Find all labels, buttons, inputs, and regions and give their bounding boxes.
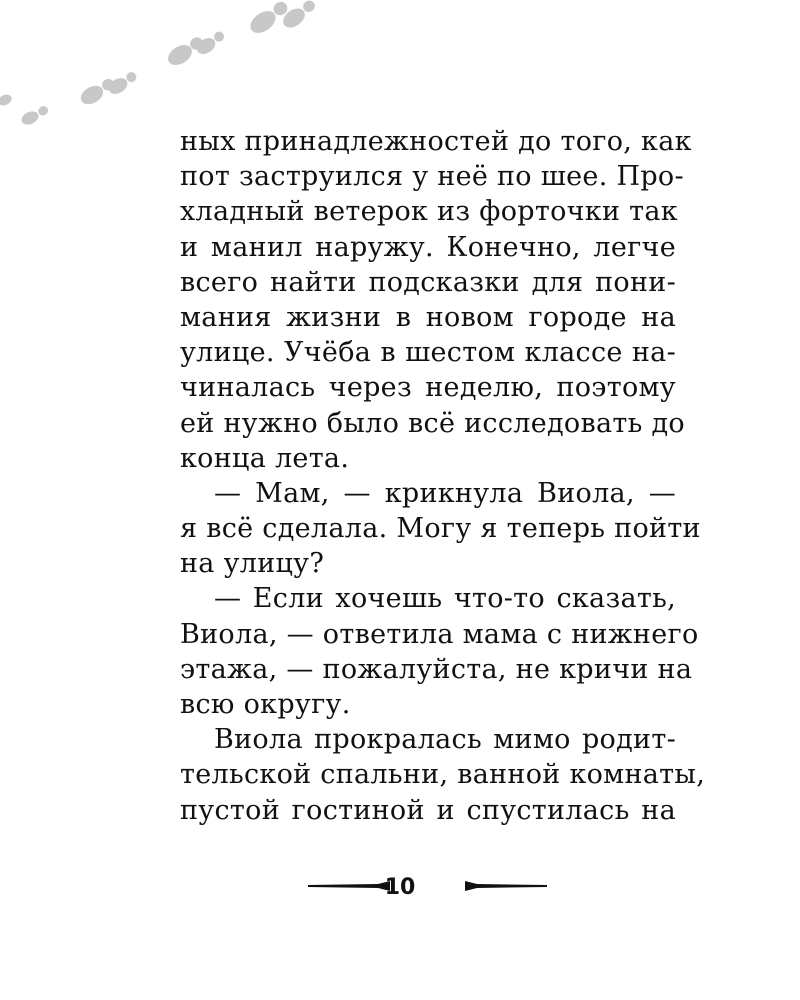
text-line: улице. Учёба в шестом классе на- [180, 337, 676, 369]
text-line: всю округу. [180, 689, 351, 720]
text-line: Виола, — ответила мама с нижнего [180, 618, 699, 650]
text-line: и манил наружу. Конечно, легче [180, 231, 676, 263]
page-number: 10 [384, 875, 416, 900]
text-line: чиналась через неделю, поэтому [180, 372, 676, 404]
text-line: тельской спальни, ванной комнаты, [180, 759, 706, 791]
text-line: хладный ветерок из форточки так [180, 196, 678, 228]
text-line: я всё сделала. Могу я теперь пойти [180, 513, 701, 545]
text-line: этажа, — пожалуйста, не кричи на [180, 653, 693, 685]
page-footer [0, 870, 800, 906]
text-line: ей нужно было всё исследовать до [180, 407, 685, 439]
text-line: ных принадлежностей до того, как [180, 126, 692, 157]
text-line: конца лета. [180, 442, 350, 474]
page-ornament-right [465, 880, 547, 892]
text-line: Виола прокралась мимо родит- [214, 724, 676, 756]
text-line: пустой гостиной и спустилась на [180, 794, 676, 826]
body-text [180, 124, 706, 828]
text-line: — Мам, — крикнула Виола, — [214, 477, 676, 509]
text-line: на улицу? [180, 548, 325, 580]
text-line: всего найти подсказки для пони- [180, 266, 676, 298]
text-line: — Если хочешь что-то сказать, [214, 583, 676, 615]
text-line: мания жизни в новом городе на [180, 301, 676, 333]
text-line: пот заструился у неё по шее. Про- [180, 161, 684, 193]
